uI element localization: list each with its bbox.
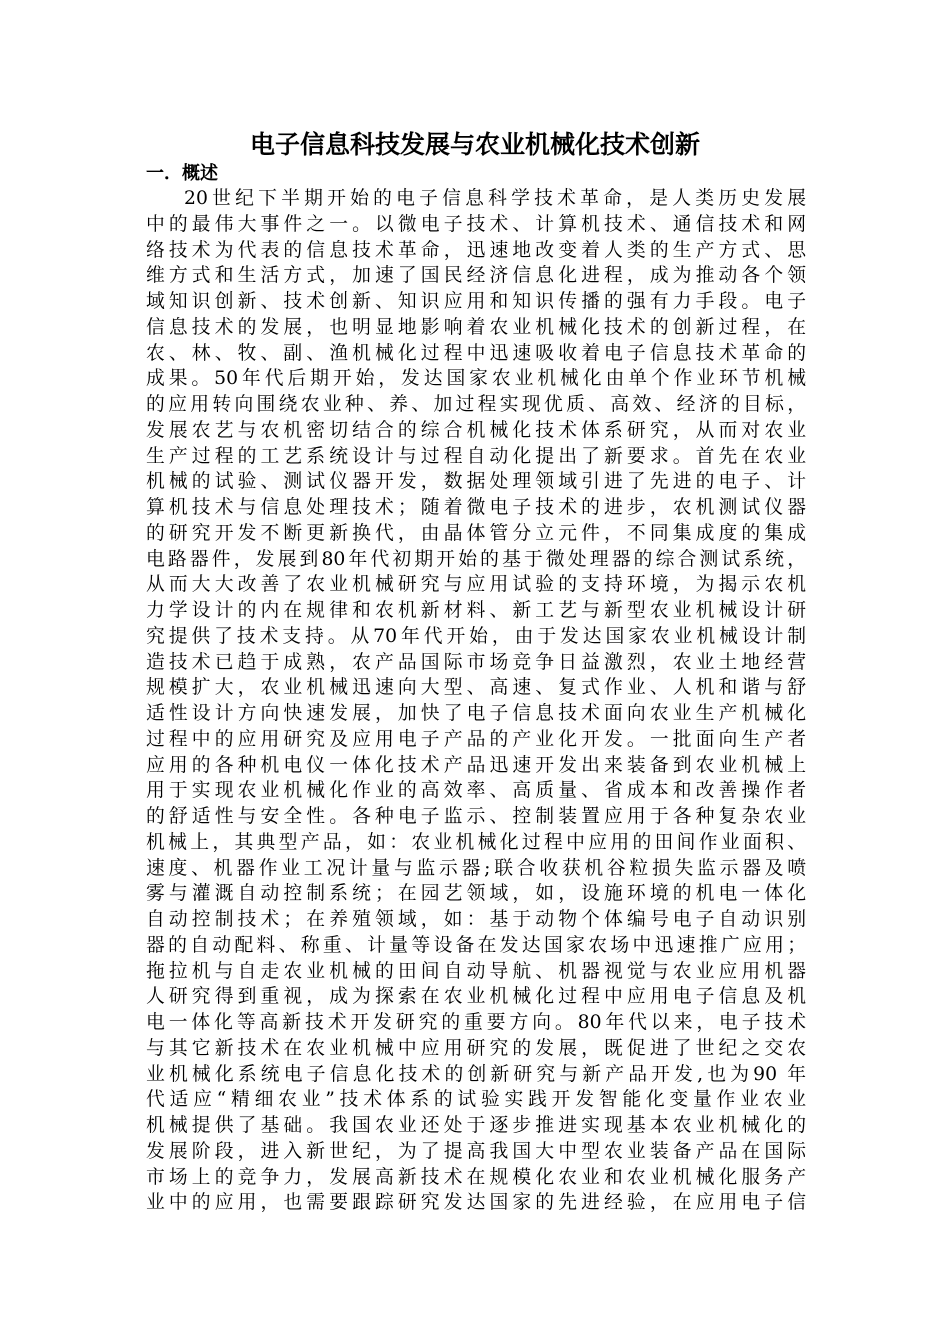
text-line: 算机技术与信息处理技术；随着微电子技术的进步，农机测试仪器 — [146, 497, 806, 518]
text-line: 电一体化等高新技术开发研究的重要方向。80年代以来，电子技术 — [146, 1012, 806, 1033]
text-line: 从而大大改善了农业机械研究与应用试验的支持环境，为揭示农机 — [146, 574, 806, 596]
text-line: 络技术为代表的信息技术革命，迅速地改变着人类的生产方式、思 — [146, 239, 806, 261]
text-line: 机械的试验、测试仪器开发，数据处理领域引进了先进的电子、计 — [146, 471, 806, 493]
section-heading: 一．概述 — [146, 163, 218, 184]
text-line: 机械提供了基础。我国农业还处于逐步推进实现基本农业机械化的 — [146, 1115, 806, 1136]
text-line: 的舒适性与安全性。各种电子监示、控制装置应用于各种复杂农业 — [146, 806, 806, 827]
text-line: 农、林、牧、副、渔机械化过程中迅速吸收着电子信息技术革命的 — [146, 342, 806, 364]
text-line: 速度、机器作业工况计量与监示器;联合收获机谷粒损失监示器及喷 — [146, 857, 806, 879]
text-line: 拖拉机与自走农业机械的田间自动导航、机器视觉与农业应用机器 — [146, 960, 806, 982]
text-line: 造技术已趋于成熟，农产品国际市场竞争日益激烈，农业土地经营 — [146, 651, 806, 673]
text-line: 与其它新技术在农业机械中应用研究的发展，既促进了世纪之交农 — [146, 1037, 806, 1059]
text-line: 究提供了技术支持。从70年代开始，由于发达国家农业机械设计制 — [146, 625, 806, 647]
text-line: 规模扩大，农业机械迅速向大型、高速、复式作业、人机和谐与舒 — [146, 677, 806, 699]
text-line: 业中的应用，也需要跟踪研究发达国家的先进经验，在应用电子信 — [146, 1192, 806, 1214]
text-line: 人研究得到重视，成为探索在农业机械化过程中应用电子信息及机 — [146, 986, 806, 1008]
text-line: 发展农艺与农机密切结合的综合机械化技术体系研究，从而对农业 — [146, 419, 806, 441]
text-line: 的应用转向围绕农业种、养、加过程实现优质、高效、经济的目标， — [146, 394, 806, 415]
text-line: 中的最伟大事件之一。以微电子技术、计算机技术、通信技术和网 — [146, 213, 806, 235]
text-line: 自动控制技术；在养殖领域，如：基于动物个体编号电子自动识别 — [146, 909, 806, 930]
text-line: 过程中的应用研究及应用电子产品的产业化开发。一批面向生产者 — [146, 728, 806, 750]
text-line: 业机械化系统电子信息化技术的创新研究与新产品开发,也为90 年 — [146, 1063, 806, 1085]
text-line: 电路器件，发展到80年代初期开始的基于微处理器的综合测试系统， — [146, 548, 806, 570]
text-line: 代适应“精细农业”技术体系的试验实践开发智能化变量作业农业 — [146, 1089, 806, 1111]
text-line: 雾与灌溉自动控制系统；在园艺领域，如，设施环境的机电一体化 — [146, 883, 806, 905]
text-line: 用于实现农业机械化作业的高效率、高质量、省成本和改善操作者 — [146, 780, 806, 802]
text-line: 域知识创新、技术创新、知识应用和知识传播的强有力手段。电子 — [146, 291, 806, 312]
text-line: 适性设计方向快速发展，加快了电子信息技术面向农业生产机械化 — [146, 703, 806, 724]
text-line: 应用的各种机电仪一体化技术产品迅速开发出来装备到农业机械上 — [146, 754, 806, 776]
text-line: 机械上，其典型产品，如：农业机械化过程中应用的田间作业面积、 — [146, 831, 806, 853]
text-line: 发展阶段，进入新世纪，为了提高我国大中型农业装备产品在国际 — [146, 1140, 806, 1162]
text-line: 20世纪下半期开始的电子信息科学技术革命，是人类历史发展 — [184, 188, 806, 209]
text-line: 成果。50年代后期开始，发达国家农业机械化由单个作业环节机械 — [146, 368, 806, 390]
text-line: 维方式和生活方式，加速了国民经济信息化进程，成为推动各个领 — [146, 265, 806, 287]
text-line: 器的自动配料、称重、计量等设备在发达国家农场中迅速推广应用； — [146, 934, 806, 956]
text-line: 生产过程的工艺系统设计与过程自动化提出了新要求。首先在农业 — [146, 445, 806, 467]
text-line: 力学设计的内在规律和农机新材料、新工艺与新型农业机械设计研 — [146, 600, 806, 621]
document-title: 电子信息科技发展与农业机械化技术创新 — [249, 130, 700, 159]
text-line: 的研究开发不断更新换代，由晶体管分立元件，不同集成度的集成 — [146, 522, 806, 544]
text-line: 市场上的竞争力，发展高新技术在规模化农业和农业机械化服务产 — [146, 1166, 806, 1188]
text-line: 信息技术的发展，也明显地影响着农业机械化技术的创新过程，在 — [146, 316, 806, 338]
body-paragraph — [146, 186, 806, 1216]
